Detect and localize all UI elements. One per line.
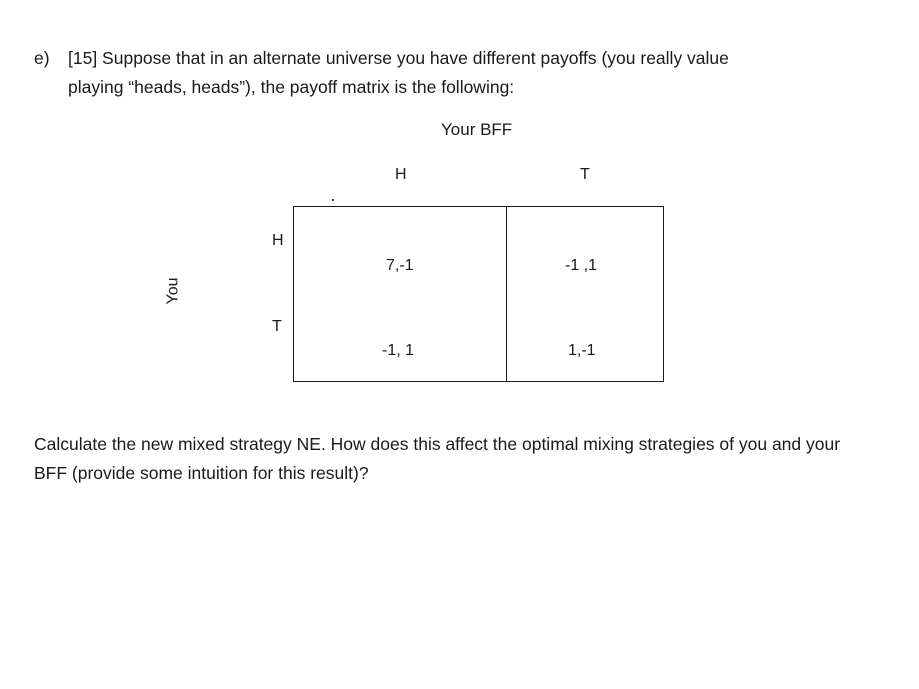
question-text-line-1: [15] Suppose that in an alternate universe you have different payoffs (you really value — [68, 48, 729, 68]
payoff-cell-ht: -1 ,1 — [565, 257, 598, 274]
column-strategy-t: T — [580, 166, 590, 183]
column-player-label: Your BFF — [441, 120, 513, 139]
column-strategy-h: H — [395, 166, 407, 183]
question-text-line-2: playing “heads, heads”), the payoff matrix is the following: — [68, 77, 515, 97]
calculation-prompt: Calculate the new mixed strategy NE. How does this affect the optimal mixing strategies of you and your BFF (provide some intuition for this result)? — [34, 434, 841, 483]
payoff-matrix — [293, 206, 664, 382]
payoff-cell-th: -1, 1 — [382, 342, 415, 359]
matrix-column-divider — [506, 207, 507, 381]
row-player-label: You — [164, 277, 182, 305]
row-strategy-h: H — [272, 232, 284, 249]
question-label: e) — [34, 48, 50, 68]
row-strategy-t: T — [272, 318, 282, 335]
stray-dot — [332, 199, 334, 201]
payoff-cell-hh: 7,-1 — [386, 257, 414, 274]
payoff-cell-tt: 1,-1 — [568, 342, 596, 359]
